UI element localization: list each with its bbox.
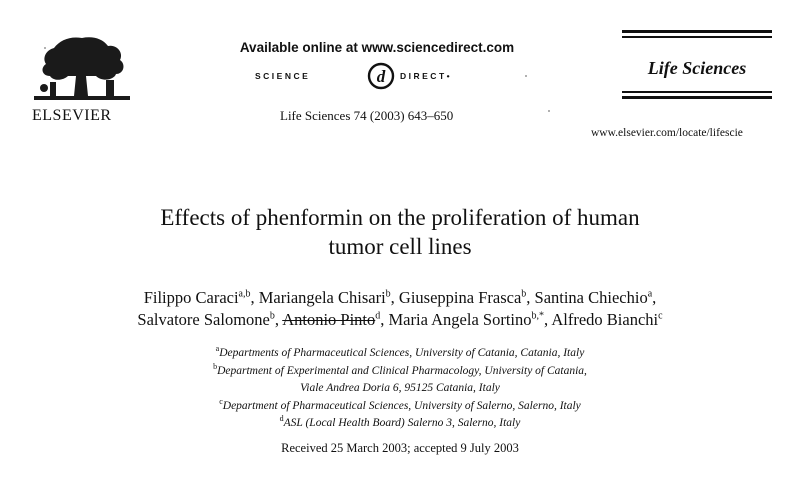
scan-speck (525, 75, 527, 77)
title-line-1: Effects of phenformin on the proliferation of human (160, 205, 640, 230)
affiliation-text: Departments of Pharmaceutical Sciences, University of Catania, Catania, Italy (219, 347, 585, 359)
author-name: Mariangela Chisari (258, 288, 386, 307)
affiliation-item (0, 415, 800, 433)
svg-text:d: d (376, 67, 386, 86)
affiliation-mark: b (213, 361, 218, 371)
affiliation-text: Viale Andrea Doria 6, 95125 Catania, Italy (300, 382, 500, 394)
author-separator: , (380, 310, 389, 329)
author-affiliation-mark: c (658, 310, 663, 322)
affiliation-mark: c (219, 396, 223, 406)
journal-rule-bottom-thick (622, 96, 772, 99)
affiliation-item (0, 345, 800, 363)
author-name: Maria Angela Sortino (388, 310, 532, 329)
article-title (0, 203, 800, 261)
author-list (0, 287, 800, 331)
author-name: Santina Chiechio (534, 288, 648, 307)
author-separator: , (390, 288, 399, 307)
author-affiliation-mark: b (521, 288, 527, 300)
author-name: Salvatore Salomone (137, 310, 270, 329)
author-name: Giuseppina Frasca (398, 288, 522, 307)
sciencedirect-logo (255, 62, 505, 90)
author-separator: , (652, 288, 657, 307)
journal-name: Life Sciences (647, 58, 747, 78)
author-separator: , (274, 310, 283, 329)
author-separator: , (544, 310, 552, 329)
affiliation-item (0, 398, 800, 416)
elsevier-tree-logo (30, 30, 134, 106)
affiliation-text: Department of Pharmaceutical Sciences, University of Salerno, Salerno, Italy (222, 399, 581, 412)
author-affiliation-mark: b (269, 310, 275, 322)
journal-rule-top-thick (622, 30, 772, 33)
affiliation-item (0, 363, 800, 381)
sciencedirect-right-text: DIRECT• (400, 71, 453, 81)
affiliation-list (0, 345, 800, 433)
sciencedirect-left-text: SCIENCE (255, 71, 311, 81)
affiliation-mark: a (215, 344, 220, 354)
author-line-1 (0, 287, 800, 309)
scan-speck (548, 110, 550, 112)
affiliation-text: ASL (Local Health Board) Salerno 3, Salerno, Italy (283, 417, 521, 429)
author-name: Alfredo Bianchi (551, 310, 659, 329)
author-line-2 (0, 309, 800, 331)
author-affiliation-mark: a (647, 288, 653, 300)
received-accepted-dates: Received 25 March 2003; accepted 9 July 2003 (281, 441, 519, 455)
affiliation-text: Department of Experimental and Clinical Pharmacology, University of Catania, (217, 364, 587, 377)
author-name: Filippo Caraci (143, 288, 239, 307)
publisher-name: ELSEVIER (32, 107, 112, 124)
author-separator: , (250, 288, 259, 307)
author-affiliation-mark: b,* (531, 310, 544, 322)
affiliation-item (0, 380, 800, 398)
affiliation-mark: d (279, 414, 284, 424)
sciencedirect-at-icon (365, 62, 397, 90)
author-separator: , (526, 288, 535, 307)
journal-url: www.elsevier.com/locate/lifescie (591, 127, 743, 139)
title-line-2: tumor cell lines (328, 234, 472, 259)
author-name: Antonio Pinto (282, 310, 376, 329)
author-affiliation-mark: b (385, 288, 391, 300)
journal-rule-top-thin (622, 36, 772, 38)
journal-rule-bottom-thin (622, 91, 772, 93)
author-affiliation-mark: a,b (238, 288, 251, 300)
available-online-text: Available online at www.sciencedirect.com (239, 40, 515, 55)
author-affiliation-mark: d (375, 310, 381, 322)
scan-speck (44, 47, 46, 49)
journal-citation: Life Sciences 74 (2003) 643–650 (280, 108, 454, 123)
